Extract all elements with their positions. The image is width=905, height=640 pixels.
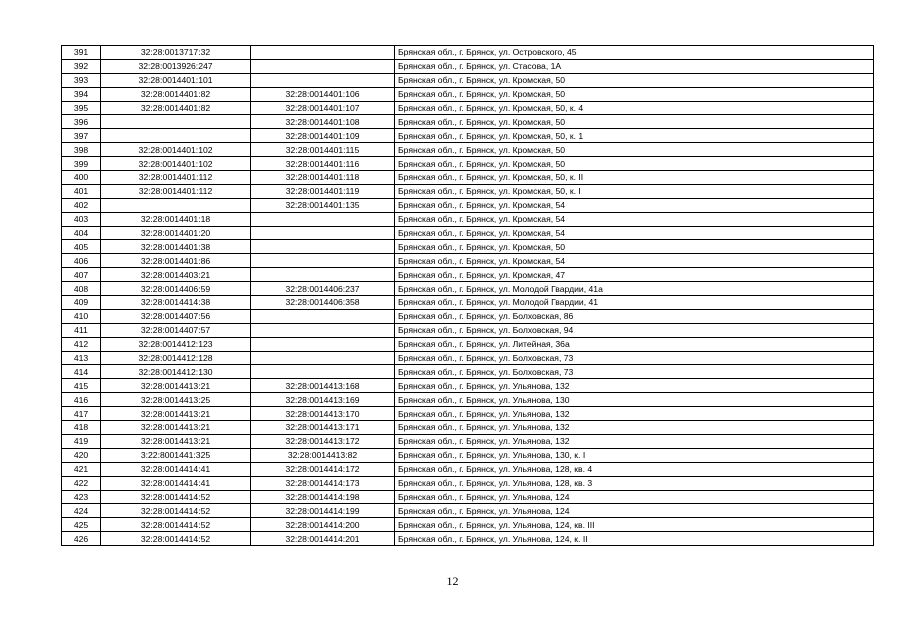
row-number-cell: 415: [62, 379, 101, 393]
table-row: [62, 476, 874, 490]
table-row: [62, 73, 874, 87]
cadastral-number-cell: 32:28:0014401:20: [101, 226, 251, 240]
address-cell: Брянская обл., г. Брянск, ул. Ульянова, 132: [395, 407, 874, 421]
row-number-cell: 416: [62, 393, 101, 407]
table-row: [62, 351, 874, 365]
address-cell: Брянская обл., г. Брянск, ул. Ульянова, 132: [395, 379, 874, 393]
table-row: [62, 212, 874, 226]
cadastral-number-2-cell: 32:28:0014401:108: [251, 115, 395, 129]
table-row: [62, 462, 874, 476]
cadastral-number-cell: 32:28:0014401:38: [101, 240, 251, 254]
table-row: [62, 337, 874, 351]
table-row: [62, 184, 874, 198]
table-row: [62, 129, 874, 143]
cadastral-number-2-cell: 32:28:0014414:172: [251, 462, 395, 476]
table-row: [62, 226, 874, 240]
address-cell: Брянская обл., г. Брянск, ул. Кромская, 50: [395, 240, 874, 254]
cadastral-number-cell: 32:28:0014407:56: [101, 309, 251, 323]
table-row: [62, 282, 874, 296]
cadastral-number-2-cell: 32:28:0014413:82: [251, 448, 395, 462]
address-cell: Брянская обл., г. Брянск, ул. Ульянова, 132: [395, 434, 874, 448]
cadastral-number-cell: 32:28:0014413:21: [101, 421, 251, 435]
table-row: [62, 365, 874, 379]
table-row: [62, 434, 874, 448]
cadastral-number-cell: 32:28:0014414:52: [101, 532, 251, 546]
cadastral-number-2-cell: 32:28:0014413:170: [251, 407, 395, 421]
address-cell: Брянская обл., г. Брянск, ул. Кромская, 50: [395, 73, 874, 87]
row-number-cell: 399: [62, 157, 101, 171]
cadastral-number-cell: 3:22:8001441:325: [101, 448, 251, 462]
row-number-cell: 409: [62, 296, 101, 310]
row-number-cell: 406: [62, 254, 101, 268]
cadastral-number-cell: 32:28:0014401:112: [101, 171, 251, 185]
address-cell: Брянская обл., г. Брянск, ул. Ульянова, 130, к. I: [395, 448, 874, 462]
table-row: [62, 421, 874, 435]
cadastral-number-2-cell: [251, 226, 395, 240]
row-number-cell: 412: [62, 337, 101, 351]
address-cell: Брянская обл., г. Брянск, ул. Кромская, 50, к. I: [395, 184, 874, 198]
cadastral-number-2-cell: 32:28:0014413:172: [251, 434, 395, 448]
cadastral-number-2-cell: [251, 73, 395, 87]
cadastral-number-cell: 32:28:0014401:101: [101, 73, 251, 87]
table-row: [62, 518, 874, 532]
row-number-cell: 417: [62, 407, 101, 421]
cadastral-number-cell: 32:28:0014414:41: [101, 462, 251, 476]
table-row: [62, 407, 874, 421]
cadastral-number-2-cell: [251, 323, 395, 337]
table-row: [62, 268, 874, 282]
table-row: [62, 504, 874, 518]
cadastral-number-2-cell: 32:28:0014401:135: [251, 198, 395, 212]
cadastral-number-cell: 32:28:0014412:128: [101, 351, 251, 365]
table-row: [62, 309, 874, 323]
address-cell: Брянская обл., г. Брянск, ул. Кромская, 47: [395, 268, 874, 282]
table-row: [62, 46, 874, 60]
address-cell: Брянская обл., г. Брянск, ул. Ульянова, 124: [395, 490, 874, 504]
row-number-cell: 418: [62, 421, 101, 435]
cadastral-number-2-cell: [251, 46, 395, 60]
cadastral-number-2-cell: 32:28:0014414:200: [251, 518, 395, 532]
address-cell: Брянская обл., г. Брянск, ул. Болховская, 86: [395, 309, 874, 323]
cadastral-number-2-cell: [251, 365, 395, 379]
address-cell: Брянская обл., г. Брянск, ул. Кромская, 50, к. 1: [395, 129, 874, 143]
cadastral-number-2-cell: [251, 309, 395, 323]
cadastral-number-2-cell: 32:28:0014401:116: [251, 157, 395, 171]
address-cell: Брянская обл., г. Брянск, ул. Кромская, 50: [395, 157, 874, 171]
row-number-cell: 413: [62, 351, 101, 365]
table-row: [62, 448, 874, 462]
row-number-cell: 393: [62, 73, 101, 87]
address-cell: Брянская обл., г. Брянск, ул. Ульянова, 130: [395, 393, 874, 407]
row-number-cell: 391: [62, 46, 101, 60]
address-cell: Брянская обл., г. Брянск, ул. Ульянова, 128, кв. 3: [395, 476, 874, 490]
cadastral-number-cell: 32:28:0014414:52: [101, 518, 251, 532]
row-number-cell: 423: [62, 490, 101, 504]
cadastral-number-2-cell: 32:28:0014401:118: [251, 171, 395, 185]
table-row: [62, 240, 874, 254]
cadastral-number-2-cell: 32:28:0014413:169: [251, 393, 395, 407]
cadastral-number-2-cell: [251, 268, 395, 282]
row-number-cell: 422: [62, 476, 101, 490]
cadastral-number-2-cell: 32:28:0014406:358: [251, 296, 395, 310]
table-row: [62, 393, 874, 407]
row-number-cell: 395: [62, 101, 101, 115]
cadastral-number-2-cell: 32:28:0014414:173: [251, 476, 395, 490]
row-number-cell: 420: [62, 448, 101, 462]
cadastral-number-cell: 32:28:0014413:21: [101, 407, 251, 421]
cadastral-number-cell: 32:28:0014414:52: [101, 504, 251, 518]
cadastral-number-cell: 32:28:0014401:82: [101, 87, 251, 101]
address-cell: Брянская обл., г. Брянск, ул. Ульянова, 124, кв. III: [395, 518, 874, 532]
row-number-cell: 401: [62, 184, 101, 198]
cadastral-number-cell: 32:28:0013926:247: [101, 59, 251, 73]
table-row: [62, 323, 874, 337]
cadastral-number-cell: 32:28:0014407:57: [101, 323, 251, 337]
table-row: [62, 254, 874, 268]
registry-table: [61, 45, 845, 546]
cadastral-number-cell: 32:28:0014401:86: [101, 254, 251, 268]
cadastral-number-2-cell: [251, 240, 395, 254]
cadastral-number-cell: 32:28:0014401:112: [101, 184, 251, 198]
row-number-cell: 411: [62, 323, 101, 337]
address-cell: Брянская обл., г. Брянск, ул. Молодой Гвардии, 41: [395, 296, 874, 310]
cadastral-number-cell: 32:28:0014412:123: [101, 337, 251, 351]
row-number-cell: 402: [62, 198, 101, 212]
address-cell: Брянская обл., г. Брянск, ул. Кромская, 50, к. II: [395, 171, 874, 185]
cadastral-number-2-cell: 32:28:0014414:198: [251, 490, 395, 504]
address-cell: Брянская обл., г. Брянск, ул. Ульянова, 124, к. II: [395, 532, 874, 546]
cadastral-number-2-cell: 32:28:0014414:201: [251, 532, 395, 546]
address-cell: Брянская обл., г. Брянск, ул. Литейная, 36а: [395, 337, 874, 351]
cadastral-number-cell: [101, 115, 251, 129]
table-row: [62, 198, 874, 212]
table-row: [62, 101, 874, 115]
row-number-cell: 426: [62, 532, 101, 546]
cadastral-number-cell: 32:28:0013717:32: [101, 46, 251, 60]
table-row: [62, 59, 874, 73]
row-number-cell: 410: [62, 309, 101, 323]
cadastral-number-cell: 32:28:0014414:41: [101, 476, 251, 490]
table-row: [62, 490, 874, 504]
cadastral-number-2-cell: 32:28:0014414:199: [251, 504, 395, 518]
cadastral-number-2-cell: 32:28:0014413:168: [251, 379, 395, 393]
row-number-cell: 397: [62, 129, 101, 143]
table-row: [62, 143, 874, 157]
cadastral-number-2-cell: 32:28:0014401:115: [251, 143, 395, 157]
cadastral-number-cell: 32:28:0014403:21: [101, 268, 251, 282]
cadastral-number-2-cell: [251, 254, 395, 268]
row-number-cell: 405: [62, 240, 101, 254]
table-row: [62, 115, 874, 129]
address-cell: Брянская обл., г. Брянск, ул. Болховская, 73: [395, 365, 874, 379]
row-number-cell: 403: [62, 212, 101, 226]
address-cell: Брянская обл., г. Брянск, ул. Ульянова, 132: [395, 421, 874, 435]
address-cell: Брянская обл., г. Брянск, ул. Болховская, 94: [395, 323, 874, 337]
cadastral-number-cell: 32:28:0014413:21: [101, 434, 251, 448]
cadastral-number-cell: 32:28:0014412:130: [101, 365, 251, 379]
row-number-cell: 400: [62, 171, 101, 185]
cadastral-number-2-cell: 32:28:0014401:119: [251, 184, 395, 198]
address-cell: Брянская обл., г. Брянск, ул. Островского, 45: [395, 46, 874, 60]
address-cell: Брянская обл., г. Брянск, ул. Ульянова, 124: [395, 504, 874, 518]
address-cell: Брянская обл., г. Брянск, ул. Ульянова, 128, кв. 4: [395, 462, 874, 476]
table-row: [62, 379, 874, 393]
cadastral-number-cell: 32:28:0014413:25: [101, 393, 251, 407]
page-number: 12: [446, 574, 459, 588]
cadastral-number-cell: 32:28:0014401:82: [101, 101, 251, 115]
row-number-cell: 394: [62, 87, 101, 101]
address-cell: Брянская обл., г. Брянск, ул. Кромская, 54: [395, 254, 874, 268]
cadastral-number-cell: 32:28:0014406:59: [101, 282, 251, 296]
row-number-cell: 414: [62, 365, 101, 379]
cadastral-number-2-cell: 32:28:0014413:171: [251, 421, 395, 435]
table-row: [62, 532, 874, 546]
row-number-cell: 404: [62, 226, 101, 240]
row-number-cell: 407: [62, 268, 101, 282]
table-row: [62, 157, 874, 171]
cadastral-number-cell: 32:28:0014401:102: [101, 157, 251, 171]
row-number-cell: 425: [62, 518, 101, 532]
cadastral-number-2-cell: [251, 59, 395, 73]
cadastral-number-2-cell: [251, 351, 395, 365]
cadastral-number-2-cell: 32:28:0014406:237: [251, 282, 395, 296]
table-row: [62, 296, 874, 310]
address-cell: Брянская обл., г. Брянск, ул. Кромская, 54: [395, 226, 874, 240]
address-cell: Брянская обл., г. Брянск, ул. Кромская, 54: [395, 198, 874, 212]
cadastral-number-2-cell: 32:28:0014401:107: [251, 101, 395, 115]
row-number-cell: 408: [62, 282, 101, 296]
table-row: [62, 87, 874, 101]
row-number-cell: 421: [62, 462, 101, 476]
row-number-cell: 419: [62, 434, 101, 448]
cadastral-number-cell: 32:28:0014401:18: [101, 212, 251, 226]
cadastral-number-2-cell: 32:28:0014401:109: [251, 129, 395, 143]
row-number-cell: 424: [62, 504, 101, 518]
address-cell: Брянская обл., г. Брянск, ул. Кромская, 50, к. 4: [395, 101, 874, 115]
cadastral-number-cell: 32:28:0014414:52: [101, 490, 251, 504]
cadastral-number-2-cell: 32:28:0014401:106: [251, 87, 395, 101]
cadastral-number-cell: [101, 129, 251, 143]
row-number-cell: 398: [62, 143, 101, 157]
cadastral-number-cell: 32:28:0014413:21: [101, 379, 251, 393]
cadastral-number-2-cell: [251, 212, 395, 226]
table-row: [62, 171, 874, 185]
address-cell: Брянская обл., г. Брянск, ул. Кромская, 50: [395, 115, 874, 129]
cadastral-number-2-cell: [251, 337, 395, 351]
address-cell: Брянская обл., г. Брянск, ул. Кромская, 50: [395, 87, 874, 101]
cadastral-number-cell: [101, 198, 251, 212]
address-cell: Брянская обл., г. Брянск, ул. Стасова, 1А: [395, 59, 874, 73]
address-cell: Брянская обл., г. Брянск, ул. Кромская, 50: [395, 143, 874, 157]
cadastral-number-cell: 32:28:0014401:102: [101, 143, 251, 157]
row-number-cell: 392: [62, 59, 101, 73]
address-cell: Брянская обл., г. Брянск, ул. Болховская, 73: [395, 351, 874, 365]
table-body: [62, 46, 874, 546]
cadastral-number-cell: 32:28:0014414:38: [101, 296, 251, 310]
address-cell: Брянская обл., г. Брянск, ул. Молодой Гвардии, 41а: [395, 282, 874, 296]
address-cell: Брянская обл., г. Брянск, ул. Кромская, 54: [395, 212, 874, 226]
row-number-cell: 396: [62, 115, 101, 129]
